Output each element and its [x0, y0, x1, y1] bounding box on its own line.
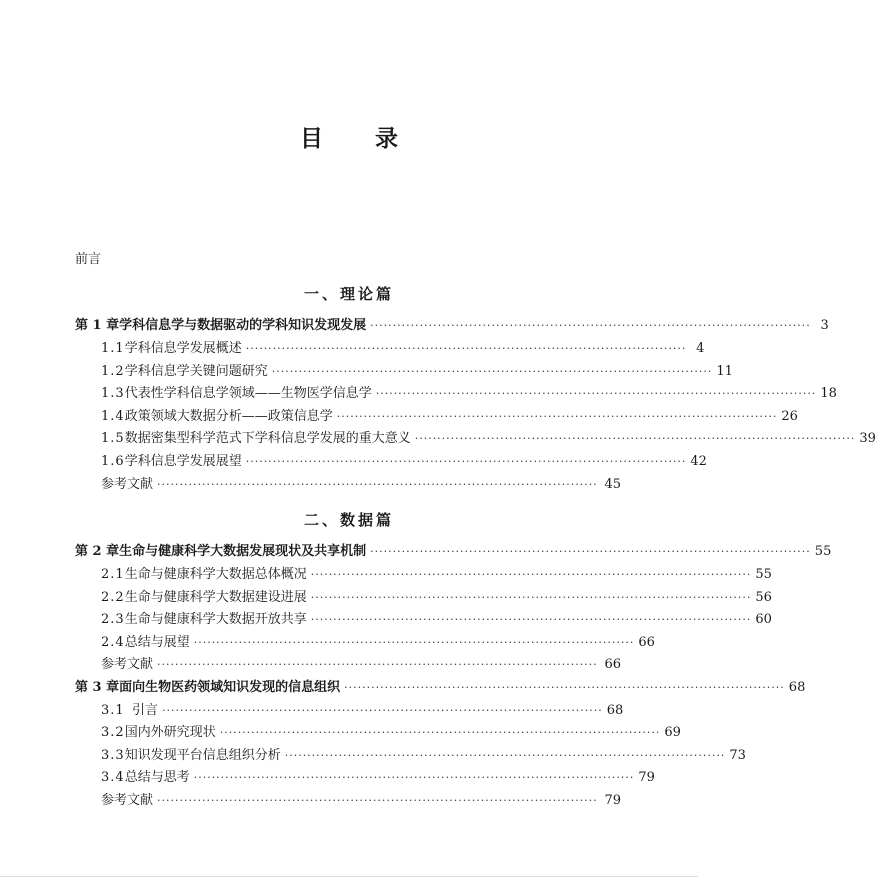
- section-title: 国内外研究现状: [124, 725, 216, 740]
- toc-section-1-1[interactable]: [101, 341, 705, 357]
- page-number: 3: [820, 318, 829, 333]
- dot-leader: ··································································································: [310, 568, 752, 581]
- chapter-title: 生命与健康科学大数据发展现状及共享机制: [119, 544, 367, 559]
- section-title: 学科信息学发展展望: [124, 454, 242, 469]
- dot-leader: ··································································································: [284, 749, 726, 762]
- section-title: 引言: [132, 703, 159, 718]
- section-title: 参考文献: [101, 477, 154, 492]
- page-number: 66: [638, 635, 655, 650]
- toc-chapter-1[interactable]: [75, 318, 829, 334]
- toc-references-ch2[interactable]: [101, 657, 621, 673]
- page-number: 4: [696, 341, 705, 356]
- toc-references-ch1[interactable]: [101, 477, 621, 493]
- section-title: 参考文献: [101, 657, 154, 672]
- dot-leader: ··································································································: [162, 704, 603, 717]
- toc-section-3-3[interactable]: [101, 748, 746, 764]
- dot-leader: ··································································································: [157, 658, 598, 671]
- toc-section-2-4[interactable]: [101, 635, 655, 651]
- title-char-2: 录: [375, 125, 398, 152]
- toc-chapter-2[interactable]: [75, 544, 832, 560]
- page-number: 55: [755, 567, 772, 582]
- dot-leader: ··································································································: [375, 387, 817, 400]
- part-heading-theory: 一、理论篇: [303, 285, 394, 303]
- page-number: 68: [788, 680, 806, 695]
- toc-entry-preface[interactable]: 前言: [75, 252, 102, 267]
- dot-leader: ··································································································: [193, 771, 635, 784]
- section-number: 1.4: [101, 409, 125, 424]
- dot-leader: ··································································································: [370, 319, 811, 332]
- toc-section-1-6[interactable]: [101, 454, 707, 470]
- dot-leader: ··································································································: [370, 545, 811, 558]
- dot-leader: ··································································································: [157, 478, 598, 491]
- page-number: 45: [604, 477, 621, 492]
- dot-leader: ··································································································: [157, 794, 598, 807]
- section-title: 总结与展望: [124, 635, 190, 650]
- page-number: 55: [814, 544, 832, 559]
- page-number: 79: [638, 770, 655, 785]
- page-number: 79: [604, 793, 621, 808]
- dot-leader: ··································································································: [310, 591, 752, 604]
- toc-section-2-3[interactable]: [101, 612, 772, 628]
- page-number: 73: [729, 748, 746, 763]
- section-number: 1.5: [101, 431, 125, 446]
- page-number: 68: [606, 703, 624, 718]
- toc-section-1-4[interactable]: [101, 409, 798, 425]
- bottom-divider: [0, 876, 698, 877]
- chapter-title: 学科信息学与数据驱动的学科知识发现发展: [119, 318, 367, 333]
- page-number: 26: [781, 409, 798, 424]
- page-number: 69: [664, 725, 681, 740]
- dot-leader: ··································································································: [193, 636, 635, 649]
- section-number: 3.1: [101, 703, 125, 718]
- section-number: 3.3: [101, 748, 125, 763]
- toc-section-2-1[interactable]: [101, 567, 772, 583]
- dot-leader: ··································································································: [245, 342, 687, 355]
- dot-leader: ··································································································: [245, 455, 687, 468]
- section-title: 生命与健康科学大数据开放共享: [124, 612, 307, 627]
- section-title: 知识发现平台信息组织分析: [124, 748, 281, 763]
- toc-section-3-1[interactable]: [101, 703, 624, 719]
- section-title: 学科信息学关键问题研究: [124, 364, 268, 379]
- section-number: 3.2: [101, 725, 125, 740]
- part-heading-data: 二、数据篇: [303, 511, 394, 529]
- section-number: 3.4: [101, 770, 125, 785]
- dot-leader: ··································································································: [310, 613, 752, 626]
- dot-leader: ··································································································: [344, 681, 785, 694]
- section-number: 1.3: [101, 386, 125, 401]
- chapter-number: 第 1 章: [75, 318, 120, 333]
- section-title: 生命与健康科学大数据总体概况: [124, 567, 307, 582]
- section-number: 1.1: [101, 341, 125, 356]
- page-number: 42: [690, 454, 707, 469]
- section-number: 2.3: [101, 612, 125, 627]
- chapter-number: 第 3 章: [75, 680, 120, 695]
- section-title: 学科信息学发展概述: [124, 341, 242, 356]
- dot-leader: ··································································································: [336, 410, 778, 423]
- page-number: 56: [755, 590, 772, 605]
- section-number: 1.2: [101, 364, 125, 379]
- dot-leader: ··································································································: [414, 432, 856, 445]
- chapter-title: 面向生物医药领域知识发现的信息组织: [119, 680, 341, 695]
- section-number: 2.1: [101, 567, 125, 582]
- page-number: 39: [859, 431, 876, 446]
- section-title: 总结与思考: [124, 770, 190, 785]
- toc-section-1-2[interactable]: [101, 364, 733, 380]
- title-char-1: 目: [300, 125, 323, 152]
- dot-leader: ··································································································: [271, 365, 713, 378]
- chapter-number: 第 2 章: [75, 544, 120, 559]
- toc-chapter-3[interactable]: [75, 680, 806, 696]
- section-title: 参考文献: [101, 793, 154, 808]
- toc-section-1-3[interactable]: [101, 386, 837, 402]
- page-number: 66: [604, 657, 621, 672]
- section-number: 2.2: [101, 590, 125, 605]
- section-number: 2.4: [101, 635, 125, 650]
- toc-references-ch3[interactable]: [101, 793, 621, 809]
- dot-leader: ··································································································: [219, 726, 661, 739]
- section-number: 1.6: [101, 454, 125, 469]
- toc-section-2-2[interactable]: [101, 590, 772, 606]
- section-title: 政策领域大数据分析——政策信息学: [124, 409, 333, 424]
- page-number: 11: [716, 364, 733, 379]
- page-number: 18: [820, 386, 837, 401]
- page-number: 60: [755, 612, 772, 627]
- page-title: [0, 120, 698, 153]
- toc-section-1-5[interactable]: [101, 431, 876, 447]
- section-title: 生命与健康科学大数据建设进展: [124, 590, 307, 605]
- section-title: 代表性学科信息学领域——生物医学信息学: [124, 386, 372, 401]
- toc-section-3-4[interactable]: [101, 770, 655, 786]
- section-title: 数据密集型科学范式下学科信息学发展的重大意义: [124, 431, 411, 446]
- toc-section-3-2[interactable]: [101, 725, 681, 741]
